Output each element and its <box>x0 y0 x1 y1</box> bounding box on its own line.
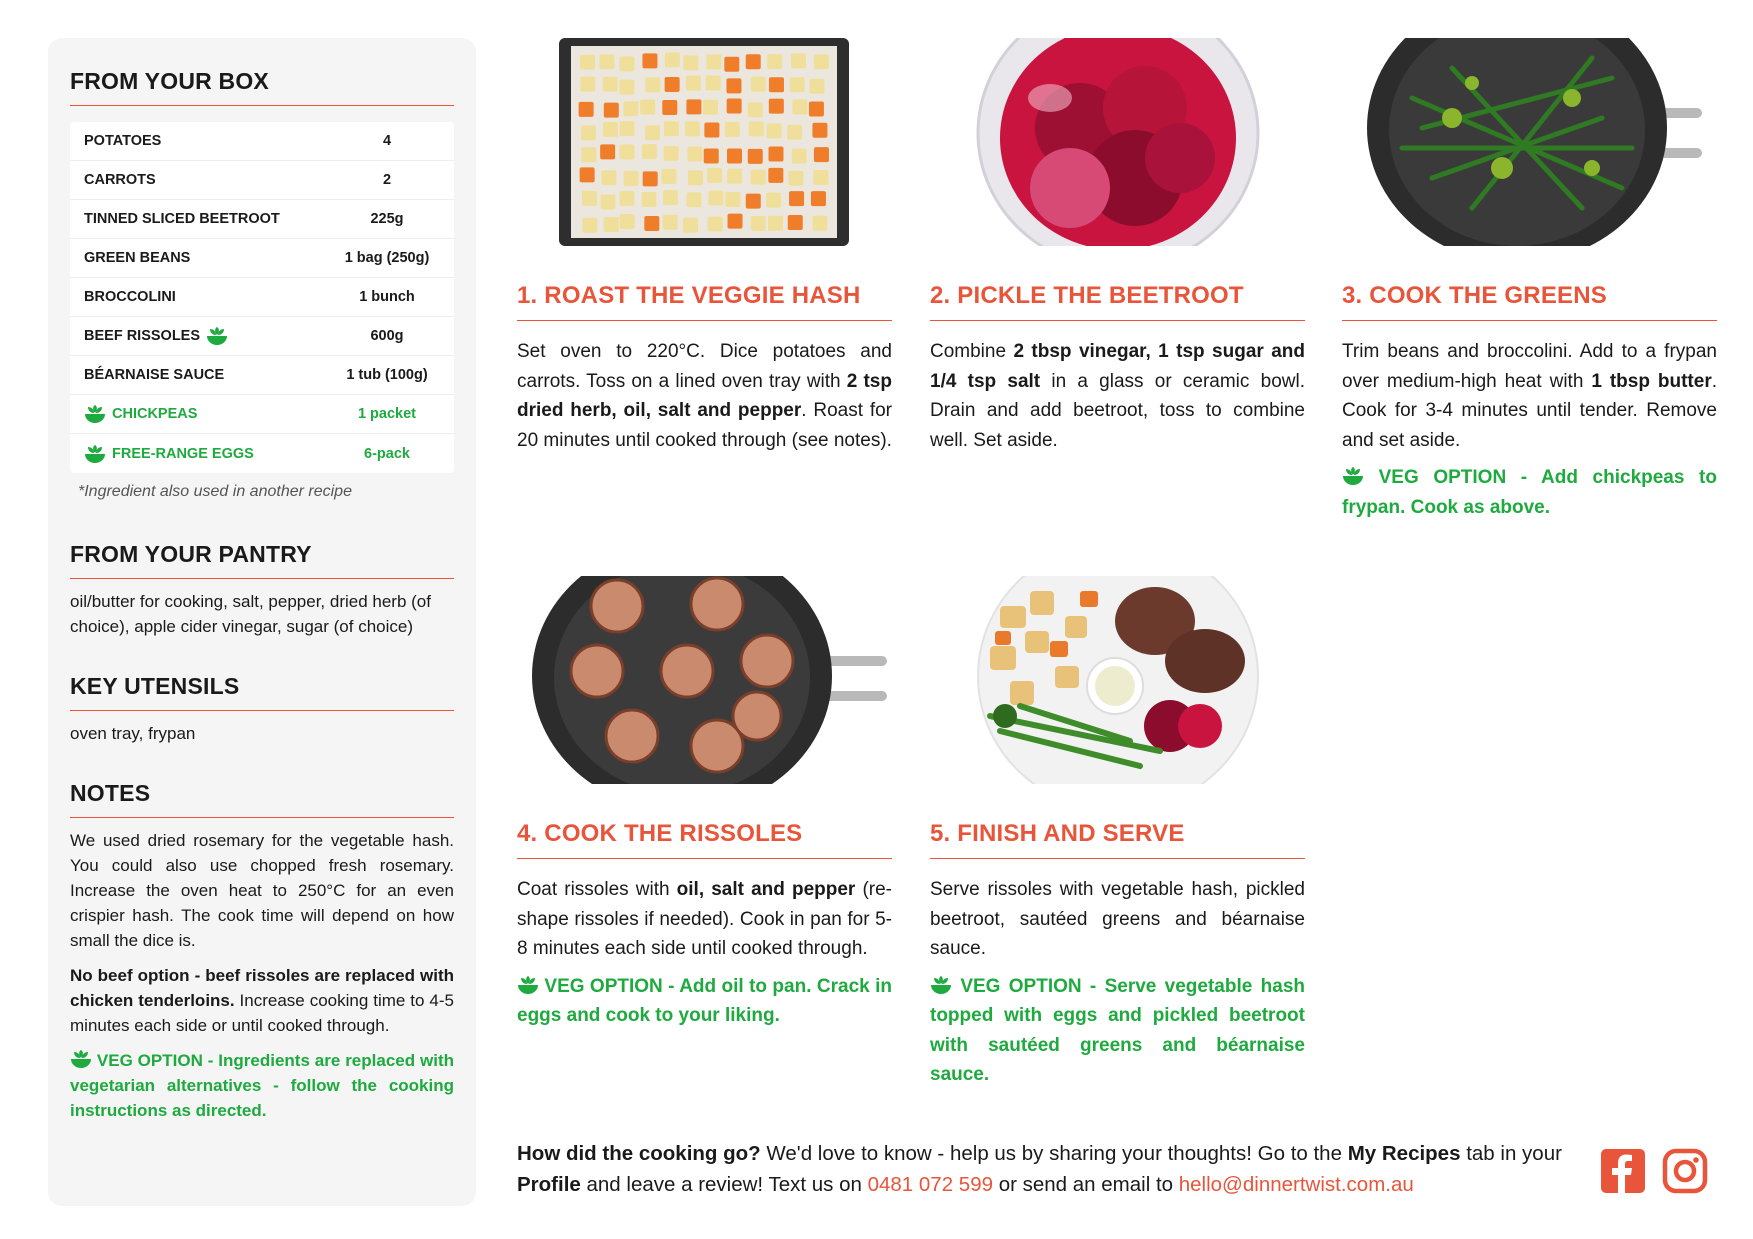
ingredient-qty: 600g <box>370 328 404 344</box>
step-3 <box>1342 38 1717 522</box>
notes-paragraph-2 <box>70 963 454 1038</box>
step-3-text: Trim beans and broccolini. Add to a frypan over medium-high heat with 1 tbsp butter. Cook for 3-4 minutes until tender. Remove and set aside. <box>1342 341 1717 451</box>
ingredient-footnote: *Ingredient also used in another recipe <box>78 483 352 500</box>
ingredient-name: BÉARNAISE SAUCE <box>84 367 225 383</box>
leaf-bowl-icon <box>517 975 539 995</box>
ingredient-qty: 6-pack <box>364 445 410 462</box>
ingredient-name: BROCCOLINI <box>84 289 176 305</box>
step-4-title: 4. COOK THE RISSOLES <box>517 820 892 859</box>
utensils-heading: KEY UTENSILS <box>70 673 454 711</box>
ingredient-qty: 1 bunch <box>359 289 415 305</box>
leaf-bowl-icon <box>70 1049 92 1069</box>
ingredient-row <box>70 317 454 356</box>
ingredient-qty: 1 packet <box>357 406 417 422</box>
cook-rissoles-photo <box>517 576 892 784</box>
finish-and-serve-photo <box>930 576 1305 784</box>
step-5-title: 5. FINISH AND SERVE <box>930 820 1305 859</box>
step-1 <box>517 38 892 455</box>
step-2 <box>930 38 1305 455</box>
feedback-footer: How did the cooking go? We'd love to know - help us by sharing your thoughts! Go to the My Recipes tab in your Profile and leave a review! Text us on 0481 072 599 or send an email to hello@dinnertwist.com.au <box>517 1142 1562 1196</box>
step-5-text: Serve rissoles with vegetable hash, pickled beetroot, sautéed greens and béarnaise sauce. <box>930 879 1305 959</box>
leaf-bowl-icon <box>930 975 952 995</box>
leaf-bowl-icon <box>84 404 106 424</box>
step-1-text: Set oven to 220°C. Dice potatoes and carrots. Toss on a lined oven tray with 2 tsp dried herb, oil, salt and pepper. Roast for 20 minutes until cooked through (see notes). <box>517 341 892 451</box>
ingredients-sidebar <box>48 38 476 1206</box>
ingredient-row <box>70 395 454 434</box>
ingredient-table <box>70 122 454 473</box>
ingredient-name: BEEF RISSOLES <box>84 326 334 346</box>
notes-no-beef-rest: Increase cooking time to 4-5 minutes each side or until cooked through. <box>70 991 454 1035</box>
ingredient-name: FREE-RANGE EGGS <box>84 444 334 464</box>
ingredient-qty: 225g <box>370 211 404 227</box>
ingredient-qty: 1 bag (250g) <box>344 250 430 266</box>
notes-no-beef-bold: No beef option - beef rissoles are replaced with chicken tenderloins. <box>70 966 454 1010</box>
facebook-icon[interactable] <box>1600 1148 1646 1194</box>
ingredient-row <box>70 161 454 200</box>
pantry-heading: FROM YOUR PANTRY <box>70 541 454 579</box>
notes-heading: NOTES <box>70 780 454 818</box>
step-2-title: 2. PICKLE THE BEETROOT <box>930 282 1305 321</box>
ingredient-name: CHICKPEAS <box>84 404 334 424</box>
leaf-bowl-icon <box>206 326 228 346</box>
step-4 <box>517 576 892 1031</box>
notes-paragraph-1: We used dried rosemary for the vegetable hash. You could also use chopped fresh rosemary. Increase the oven heat to 250°C for an even crispier hash. The cook time will depend on how small the dice is. <box>70 831 454 950</box>
pantry-text: oil/butter for cooking, salt, pepper, dried herb (of choice), apple cider vinegar, sugar (of choice) <box>70 592 431 636</box>
ingredient-row <box>70 239 454 278</box>
ingredient-name: GREEN BEANS <box>84 250 191 266</box>
ingredient-row <box>70 122 454 161</box>
from-your-box-heading: FROM YOUR BOX <box>70 68 454 106</box>
email-link[interactable]: hello@dinnertwist.com.au <box>1178 1173 1414 1196</box>
ingredient-row <box>70 278 454 317</box>
ingredient-row <box>70 434 454 473</box>
step-4-veg-option: VEG OPTION - Add oil to pan. Crack in eggs and cook to your liking. <box>517 975 892 1026</box>
step-1-title: 1. ROAST THE VEGGIE HASH <box>517 282 892 321</box>
leaf-bowl-icon <box>84 444 106 464</box>
cook-greens-photo <box>1342 38 1717 246</box>
leaf-bowl-icon <box>1342 466 1364 486</box>
ingredient-row <box>70 356 454 395</box>
utensils-text: oven tray, frypan <box>70 724 196 743</box>
step-2-text: Combine 2 tbsp vinegar, 1 tsp sugar and 1/4 tsp salt in a glass or ceramic bowl. Drain and add beetroot, toss to combine well. Set aside. <box>930 341 1305 451</box>
notes-veg-text: VEG OPTION - Ingredients are replaced with vegetarian alternatives - follow the cooking instructions as directed. <box>70 1051 454 1120</box>
ingredient-row <box>70 200 454 239</box>
ingredient-qty: 4 <box>382 133 392 149</box>
ingredient-name: TINNED SLICED BEETROOT <box>84 211 280 227</box>
notes-veg-option <box>70 1048 454 1123</box>
ingredient-name: CARROTS <box>84 172 156 188</box>
step-3-veg-option: VEG OPTION - Add chickpeas to frypan. Cook as above. <box>1342 467 1717 518</box>
ingredient-name: POTATOES <box>84 133 162 149</box>
pickle-beetroot-photo <box>930 38 1305 246</box>
phone-link[interactable]: 0481 072 599 <box>867 1173 993 1196</box>
step-4-text: Coat rissoles with oil, salt and pepper (re-shape rissoles if needed). Cook in pan for 5-8 minutes each side until cooked through. <box>517 879 892 959</box>
step-5 <box>930 576 1305 1090</box>
ingredient-qty: 1 tub (100g) <box>346 367 428 383</box>
ingredient-qty: 2 <box>382 172 392 188</box>
step-3-title: 3. COOK THE GREENS <box>1342 282 1717 321</box>
roast-veggie-hash-photo <box>517 38 892 246</box>
step-5-veg-option: VEG OPTION - Serve vegetable hash topped with eggs and pickled beetroot with sautéed greens and béarnaise sauce. <box>930 975 1305 1085</box>
instagram-icon[interactable] <box>1662 1148 1708 1194</box>
